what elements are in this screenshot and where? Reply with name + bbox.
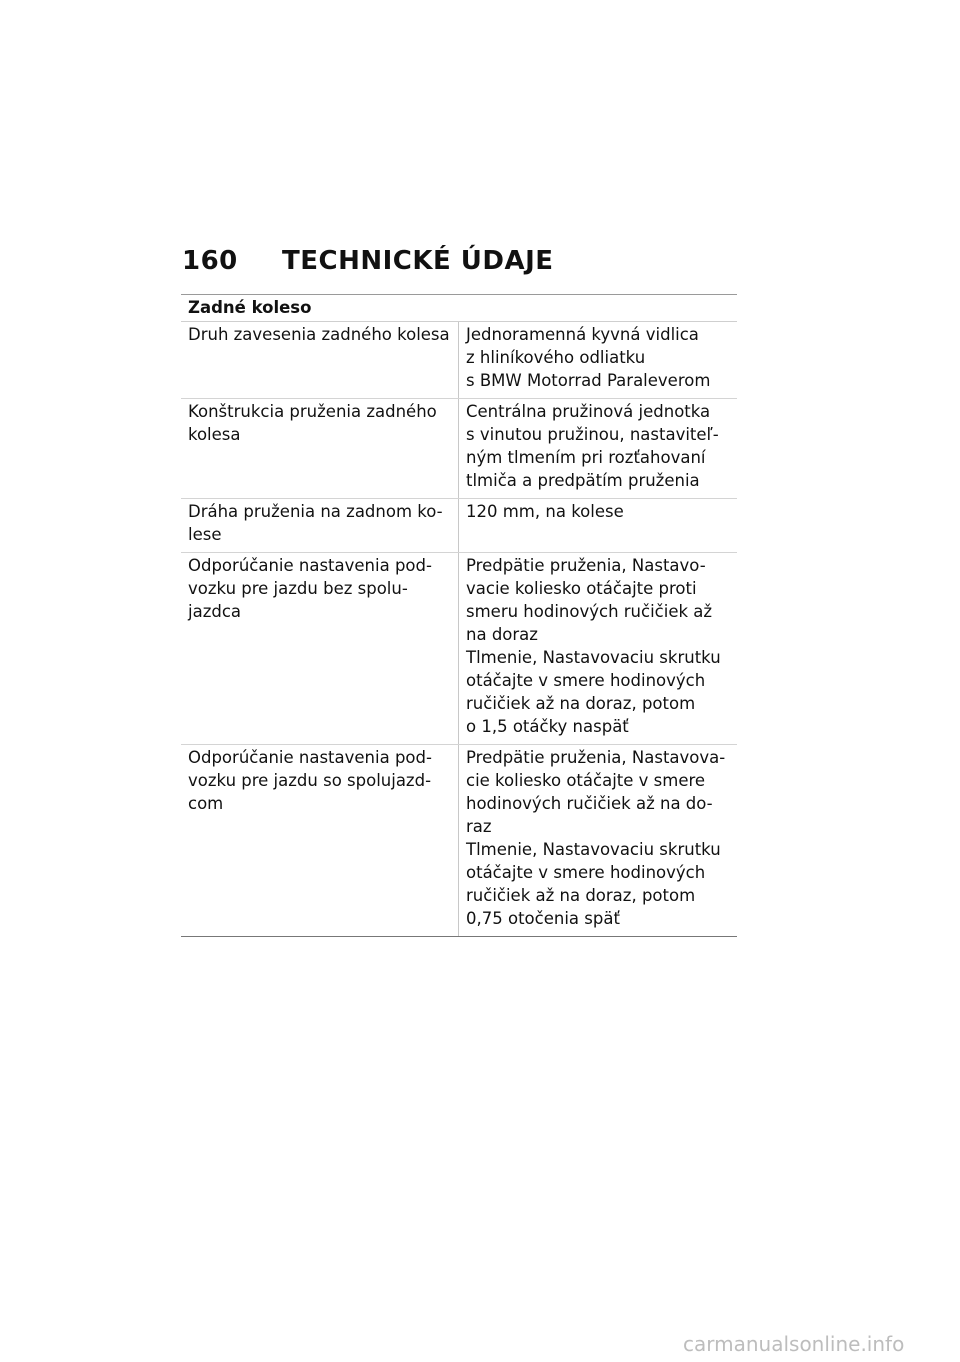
spec-label: Konštrukcia pruženia zadného kolesa	[181, 399, 459, 498]
spec-value: Predpätie pruženia, Nastavo- vacie koliesko otáčajte proti smeru hodinových ručičiek až na doraz Tlmenie, Nastavovaciu skrutku otáčajte v smere hodinových ručičiek až na doraz, potom o 1,5 otáčky naspäť	[466, 556, 721, 736]
spec-table	[181, 294, 737, 937]
spec-value: Predpätie pruženia, Nastavova- cie koliesko otáčajte v smere hodinových ručičiek až na do- raz Tlmenie, Nastavovaciu skrutku otáčajte v smere hodinových ručičiek až na doraz, potom 0,75 otočenia späť	[466, 748, 726, 928]
spec-label: Dráha pruženia na zadnom ko- lese	[181, 499, 459, 552]
table-row	[181, 322, 737, 399]
page-header	[182, 246, 554, 276]
page-title: TECHNICKÉ ÚDAJE	[282, 246, 554, 276]
spec-value: Jednoramenná kyvná vidlica z hliníkového odliatku s BMW Motorrad Paraleverom	[466, 325, 711, 390]
spec-label: Odporúčanie nastavenia pod- vozku pre jazdu bez spolu- jazdca	[181, 553, 459, 744]
spec-value: 120 mm, na kolese	[466, 502, 624, 521]
page-number: 160	[182, 246, 238, 276]
spec-value: Centrálna pružinová jednotka s vinutou pružinou, nastaviteľ- ným tlmením pri rozťahovaní tlmiča a predpätím pruženia	[466, 402, 719, 490]
spec-label: Druh zavesenia zadného kolesa	[181, 322, 459, 398]
watermark: carmanualsonline.info	[683, 1332, 905, 1356]
spec-label: Odporúčanie nastavenia pod- vozku pre jazdu so spolujazd- com	[181, 745, 459, 936]
table-row	[181, 499, 737, 553]
table-row	[181, 399, 737, 499]
section-title: Zadné koleso	[181, 295, 737, 322]
table-row	[181, 553, 737, 745]
table-row	[181, 745, 737, 936]
